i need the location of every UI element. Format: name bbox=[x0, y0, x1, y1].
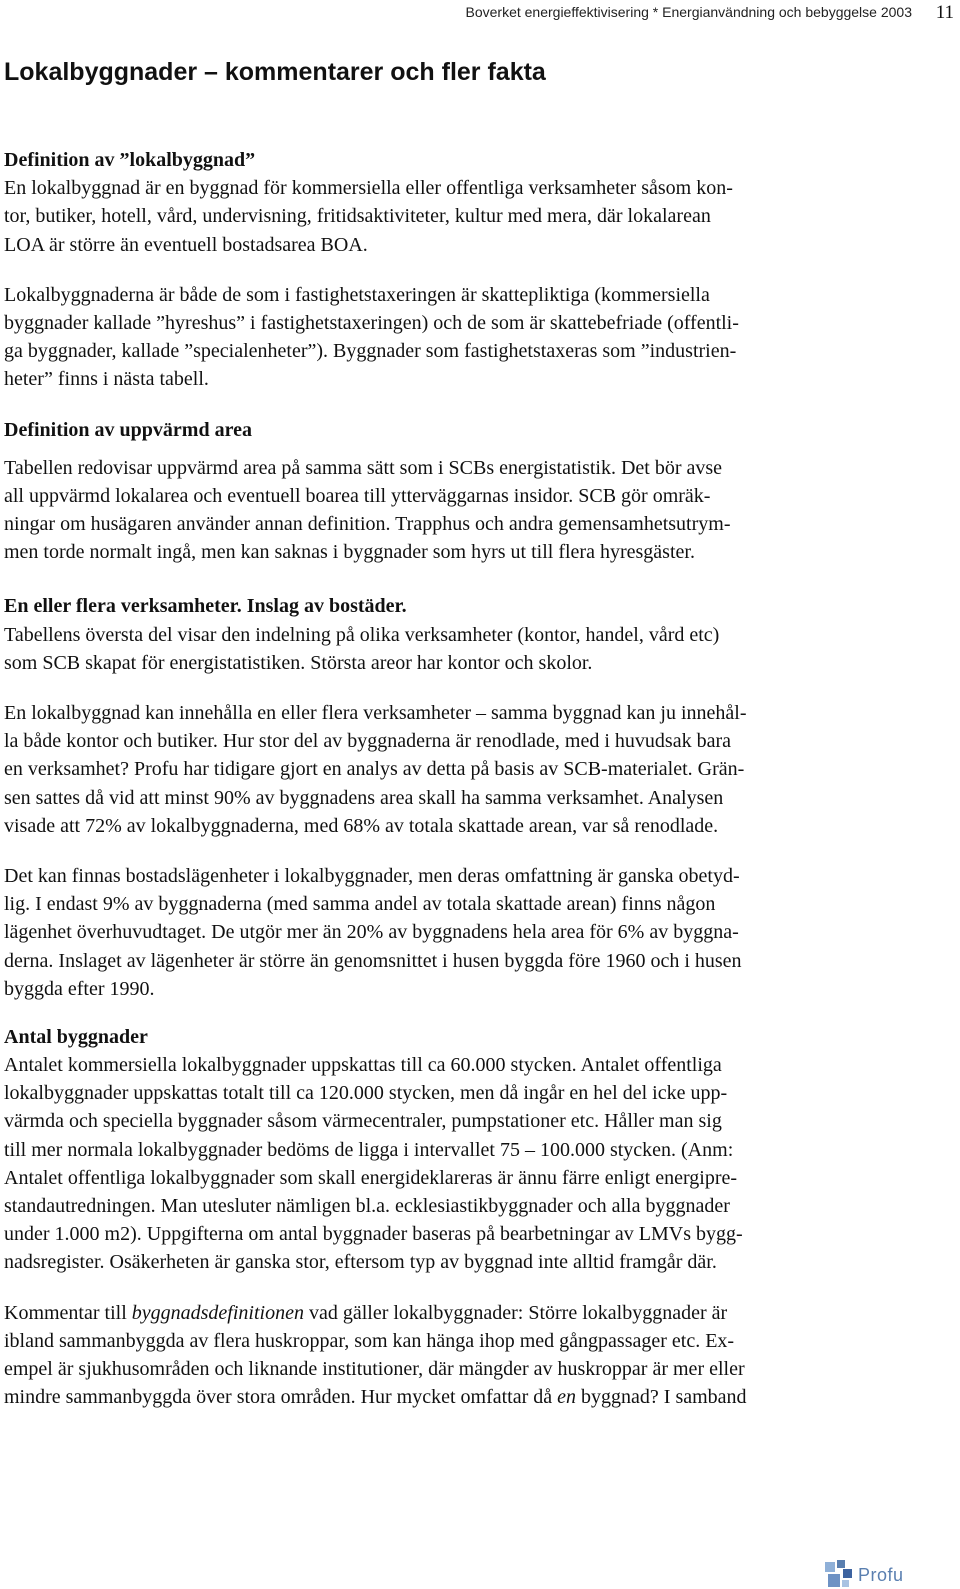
text-line: lägenhet överhuvudtaget. De utgör mer än 20% av byggnadens hela area för 6% av byggna- bbox=[4, 921, 739, 944]
heading-definition-uppvarmd-area: Definition av uppvärmd area bbox=[4, 418, 252, 441]
text-line: tor, butiker, hotell, vård, undervisning, fritidsaktiviteter, kultur med mera, där lokalarean bbox=[4, 205, 711, 228]
text-line: heter” finns i nästa tabell. bbox=[4, 368, 209, 391]
text-line: Kommentar till byggnadsdefinitionen vad gäller lokalbyggnader: Större lokalbyggnader är bbox=[4, 1301, 728, 1324]
header-title: Boverket energieffektivisering * Energianvändning och bebyggelse 2003 bbox=[465, 4, 912, 20]
text-line: ga byggnader, kallade ”specialenheter”). Byggnader som fastighetstaxeras som ”industrien- bbox=[4, 340, 737, 363]
profu-logo bbox=[824, 1560, 934, 1588]
paragraph-bostadslagenheter bbox=[4, 862, 904, 1003]
text-line: sen sattes då vid att minst 90% av byggnadens area skall ha samma verksamhet. Analysen bbox=[4, 786, 724, 809]
page-number: 11 bbox=[935, 2, 954, 23]
text-line: LOA är större än eventuell bostadsarea BOA. bbox=[4, 233, 368, 256]
paragraph-definition bbox=[4, 174, 904, 259]
text-line: under 1.000 m2). Uppgifterna om antal byggnader baseras på bearbetningar av LMVs bygg- bbox=[4, 1223, 743, 1246]
text-line: nadsregister. Osäkerheten är ganska stor, eftersom typ av byggnad inte alltid framgår där. bbox=[4, 1251, 717, 1274]
text-line: byggnader kallade ”hyreshus” i fastighetstaxeringen) och de som är skattebefriade (offentli- bbox=[4, 311, 739, 334]
heading-definition-lokalbyggnad: Definition av ”lokalbyggnad” bbox=[4, 149, 256, 171]
text-line: En lokalbyggnad kan innehålla en eller flera verksamheter – samma byggnad kan ju innehål- bbox=[4, 702, 747, 724]
text-line: Tabellens översta del visar den indelning på olika verksamheter (kontor, handel, vård etc) bbox=[4, 623, 720, 646]
text-line: ibland sammanbyggda av flera huskroppar, som kan hänga ihop med gångpassager etc. Ex- bbox=[4, 1329, 735, 1352]
text-line: som SCB skapat för energistatistiken. Största areor har kontor och skolor. bbox=[4, 651, 593, 674]
paragraph-uppvarmd-area bbox=[4, 454, 904, 567]
text-line: ningar om husägaren använder annan definition. Trapphus och andra gemensamhetsutrym- bbox=[4, 513, 731, 536]
text-line: en verksamhet? Profu har tidigare gjort en analys av detta på basis av SCB-materialet. Grän- bbox=[4, 758, 745, 781]
paragraph-kommentar bbox=[4, 1299, 904, 1412]
document-body bbox=[4, 146, 904, 1411]
text-line: byggda efter 1990. bbox=[4, 977, 155, 1000]
text-line: Antalet kommersiella lokalbyggnader uppskattas till ca 60.000 stycken. Antalet offentliga bbox=[4, 1054, 722, 1077]
paragraph-lokalbyggnaderna bbox=[4, 281, 904, 394]
emphasis-byggnadsdefinitionen: byggnadsdefinitionen bbox=[131, 1301, 304, 1324]
text-line: visade att 72% av lokalbyggnaderna, med 68% av totala skattade arean, var så renodlade. bbox=[4, 814, 719, 837]
text-line: Lokalbyggnaderna är både de som i fastighetstaxeringen är skattepliktiga (kommersiella bbox=[4, 283, 710, 306]
text-line: värmda och speciella byggnader såsom värmecentraler, pumpstationer etc. Håller man sig bbox=[4, 1110, 722, 1133]
text-line: En lokalbyggnad är en byggnad för kommersiella eller offentliga verksamheter såsom kon- bbox=[4, 177, 733, 200]
text-line: men torde normalt ingå, men kan saknas i byggnader som hyrs ut till flera hyresgäster. bbox=[4, 541, 695, 564]
text-line: Tabellen redovisar uppvärmd area på samma sätt som i SCBs energistatistik. Det bör avse bbox=[4, 456, 723, 479]
heading-antal-byggnader: Antal byggnader bbox=[4, 1025, 148, 1048]
emphasis-en: en bbox=[557, 1386, 577, 1409]
text-line: mindre sammanbyggda över stora områden. Hur mycket omfattar då en byggnad? I samband bbox=[4, 1386, 747, 1409]
page-header bbox=[0, 4, 960, 26]
paragraph-antal bbox=[4, 1051, 904, 1277]
heading-verksamheter: En eller flera verksamheter. Inslag av bostäder. bbox=[4, 595, 407, 618]
paragraph-renodlade bbox=[4, 699, 904, 840]
text-line: lokalbyggnader uppskattas totalt till ca 120.000 stycken, men då ingår en hel del icke upp- bbox=[4, 1082, 728, 1105]
text-line: Det kan finnas bostadslägenheter i lokalbyggnader, men deras omfattning är ganska obetyd- bbox=[4, 864, 740, 887]
text-line: till mer normala lokalbyggnader bedöms de ligga i intervallet 75 – 100.000 stycken. (Anm: bbox=[4, 1138, 734, 1161]
page-title: Lokalbyggnader – kommentarer och fler fakta bbox=[4, 58, 546, 86]
logo-text: Profu bbox=[858, 1565, 904, 1585]
profu-logo-icon bbox=[824, 1560, 854, 1588]
text-line: all uppvärmd lokalarea och eventuell boarea till ytterväggarnas insidor. SCB gör omräk- bbox=[4, 484, 711, 507]
text-line: Antalet offentliga lokalbyggnader som skall energideklareras är ännu färre enligt energipre- bbox=[4, 1166, 738, 1189]
text-line: lig. I endast 9% av byggnaderna (med samma andel av totala skattade arean) finns någon bbox=[4, 893, 716, 916]
text-line: empel är sjukhusområden och liknande institutioner, där mängder av huskroppar är mer eller bbox=[4, 1357, 745, 1380]
paragraph-indelning bbox=[4, 621, 904, 677]
text-line: derna. Inslaget av lägenheter är större än genomsnittet i husen byggda före 1960 och i husen bbox=[4, 949, 742, 972]
text-line: la både kontor och butiker. Hur stor del av byggnaderna är renodlade, med i huvudsak bara bbox=[4, 730, 731, 753]
text-line: standautredningen. Man utesluter nämligen bl.a. ecklesiastikbyggnader och alla byggnader bbox=[4, 1195, 730, 1217]
